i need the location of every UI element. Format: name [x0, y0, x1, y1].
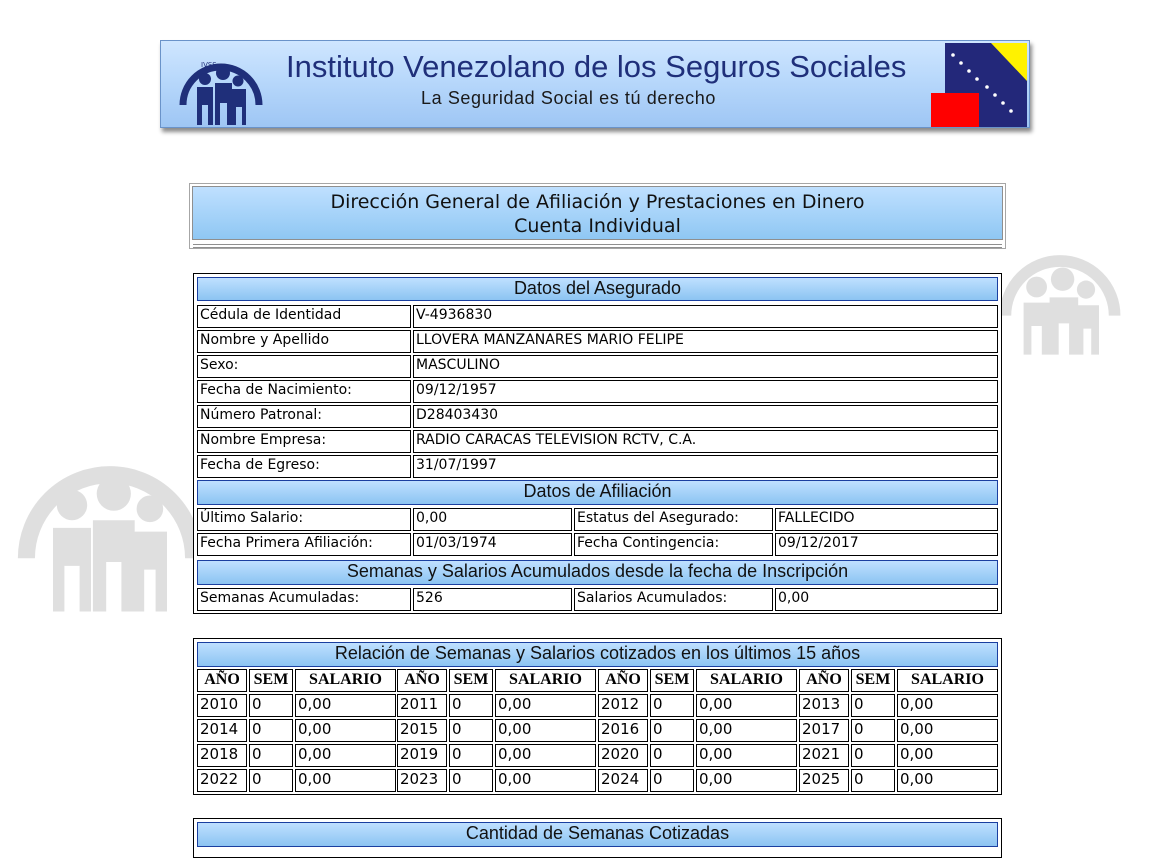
weeks-cell: 0 [449, 719, 493, 742]
year-cell: 2012 [598, 694, 648, 717]
year-cell: 2010 [197, 694, 247, 717]
weeks-cell: 0 [851, 719, 895, 742]
salary-cell: 0,00 [295, 744, 396, 767]
accumulated-header: Semanas y Salarios Acumulados desde la fecha de Inscripción [197, 560, 998, 585]
affiliation-value: 01/03/1974 [413, 533, 572, 556]
weeks-cell: 0 [650, 719, 694, 742]
weeks-cell: 0 [449, 769, 493, 792]
direction-line-2: Cuenta Individual [514, 215, 681, 237]
insured-field-label: Fecha de Egreso: [197, 455, 411, 478]
year-column-header: AÑO [197, 669, 247, 692]
year-column-header: AÑO [799, 669, 849, 692]
venezuela-flag-icon [931, 43, 1027, 127]
insured-field-value: D28403430 [413, 405, 998, 428]
accumulated-salary-label: Salarios Acumulados: [574, 588, 773, 611]
affiliation-header: Datos de Afiliación [197, 480, 998, 505]
affiliation-label: Último Salario: [197, 508, 411, 531]
affiliation-label: Fecha Contingencia: [574, 533, 773, 556]
weeks-cell: 0 [650, 744, 694, 767]
salary-cell: 0,00 [295, 769, 396, 792]
year-cell: 2023 [397, 769, 447, 792]
contributions-header: Relación de Semanas y Salarios cotizados en los últimos 15 años [197, 642, 998, 667]
watermark-logo-right [995, 235, 1125, 365]
year-cell: 2022 [197, 769, 247, 792]
insured-field-label: Sexo: [197, 355, 411, 378]
insured-field-value: 09/12/1957 [413, 380, 998, 403]
direction-title [192, 186, 1003, 240]
weeks-cell: 0 [249, 769, 293, 792]
salary-column-header: SALARIO [696, 669, 797, 692]
insured-field-label: Nombre Empresa: [197, 430, 411, 453]
insured-field-label: Número Patronal: [197, 405, 411, 428]
weeks-cell: 0 [851, 744, 895, 767]
direction-line-1: Dirección General de Afiliación y Prestaciones en Dinero [330, 191, 865, 213]
salary-column-header: SALARIO [295, 669, 396, 692]
year-column-header: AÑO [598, 669, 648, 692]
weeks-cell: 0 [851, 694, 895, 717]
weeks-cell: 0 [449, 744, 493, 767]
year-cell: 2025 [799, 769, 849, 792]
salary-cell: 0,00 [696, 744, 797, 767]
accumulated-weeks-label: Semanas Acumuladas: [197, 588, 411, 611]
salary-cell: 0,00 [495, 719, 596, 742]
year-cell: 2024 [598, 769, 648, 792]
year-cell: 2018 [197, 744, 247, 767]
year-cell: 2011 [397, 694, 447, 717]
insured-field-value: RADIO CARACAS TELEVISION RCTV, C.A. [413, 430, 998, 453]
accumulated-salary-value: 0,00 [775, 588, 998, 611]
year-cell: 2020 [598, 744, 648, 767]
logo-text: IVSS [201, 61, 217, 69]
insured-field-label: Fecha de Nacimiento: [197, 380, 411, 403]
affiliation-label: Estatus del Asegurado: [574, 508, 773, 531]
weeks-cell: 0 [249, 694, 293, 717]
watermark-logo-left [15, 425, 205, 625]
salary-column-header: SALARIO [897, 669, 998, 692]
weeks-cell: 0 [851, 769, 895, 792]
divider [193, 244, 1002, 248]
year-cell: 2013 [799, 694, 849, 717]
institution-slogan: La Seguridad Social es tú derecho [421, 88, 716, 108]
salary-cell: 0,00 [295, 694, 396, 717]
salary-cell: 0,00 [295, 719, 396, 742]
affiliation-label: Fecha Primera Afiliación: [197, 533, 411, 556]
weeks-column-header: SEM [249, 669, 293, 692]
salary-cell: 0,00 [696, 694, 797, 717]
affiliation-value: 09/12/2017 [775, 533, 998, 556]
year-cell: 2019 [397, 744, 447, 767]
salary-cell: 0,00 [495, 744, 596, 767]
insured-field-value: 31/07/1997 [413, 455, 998, 478]
insured-field-value: V-4936830 [413, 305, 998, 328]
direction-title-box [189, 183, 1006, 249]
insured-field-label: Cédula de Identidad [197, 305, 411, 328]
insured-field-value: LLOVERA MANZANARES MARIO FELIPE [413, 330, 998, 353]
weeks-cell: 0 [249, 719, 293, 742]
year-cell: 2016 [598, 719, 648, 742]
salary-cell: 0,00 [897, 744, 998, 767]
salary-cell: 0,00 [495, 769, 596, 792]
insured-field-value: MASCULINO [413, 355, 998, 378]
insured-field-label: Nombre y Apellido [197, 330, 411, 353]
weeks-cell: 0 [650, 694, 694, 717]
salary-column-header: SALARIO [495, 669, 596, 692]
salary-cell: 0,00 [897, 769, 998, 792]
weeks-cell: 0 [249, 744, 293, 767]
weeks-column-header: SEM [650, 669, 694, 692]
salary-cell: 0,00 [897, 719, 998, 742]
salary-cell: 0,00 [495, 694, 596, 717]
year-cell: 2017 [799, 719, 849, 742]
weeks-count-header: Cantidad de Semanas Cotizadas [197, 822, 998, 847]
year-cell: 2021 [799, 744, 849, 767]
year-cell: 2014 [197, 719, 247, 742]
weeks-column-header: SEM [449, 669, 493, 692]
affiliation-value: FALLECIDO [775, 508, 998, 531]
weeks-column-header: SEM [851, 669, 895, 692]
salary-cell: 0,00 [897, 694, 998, 717]
year-cell: 2015 [397, 719, 447, 742]
accumulated-weeks-value: 526 [413, 588, 572, 611]
ivss-logo-icon [175, 45, 267, 127]
affiliation-value: 0,00 [413, 508, 572, 531]
institution-title: Instituto Venezolano de los Seguros Sociales [286, 49, 907, 84]
weeks-cell: 0 [449, 694, 493, 717]
salary-cell: 0,00 [696, 719, 797, 742]
weeks-cell: 0 [650, 769, 694, 792]
header-banner [160, 40, 1030, 128]
year-column-header: AÑO [397, 669, 447, 692]
insured-data-header: Datos del Asegurado [197, 277, 998, 301]
salary-cell: 0,00 [696, 769, 797, 792]
